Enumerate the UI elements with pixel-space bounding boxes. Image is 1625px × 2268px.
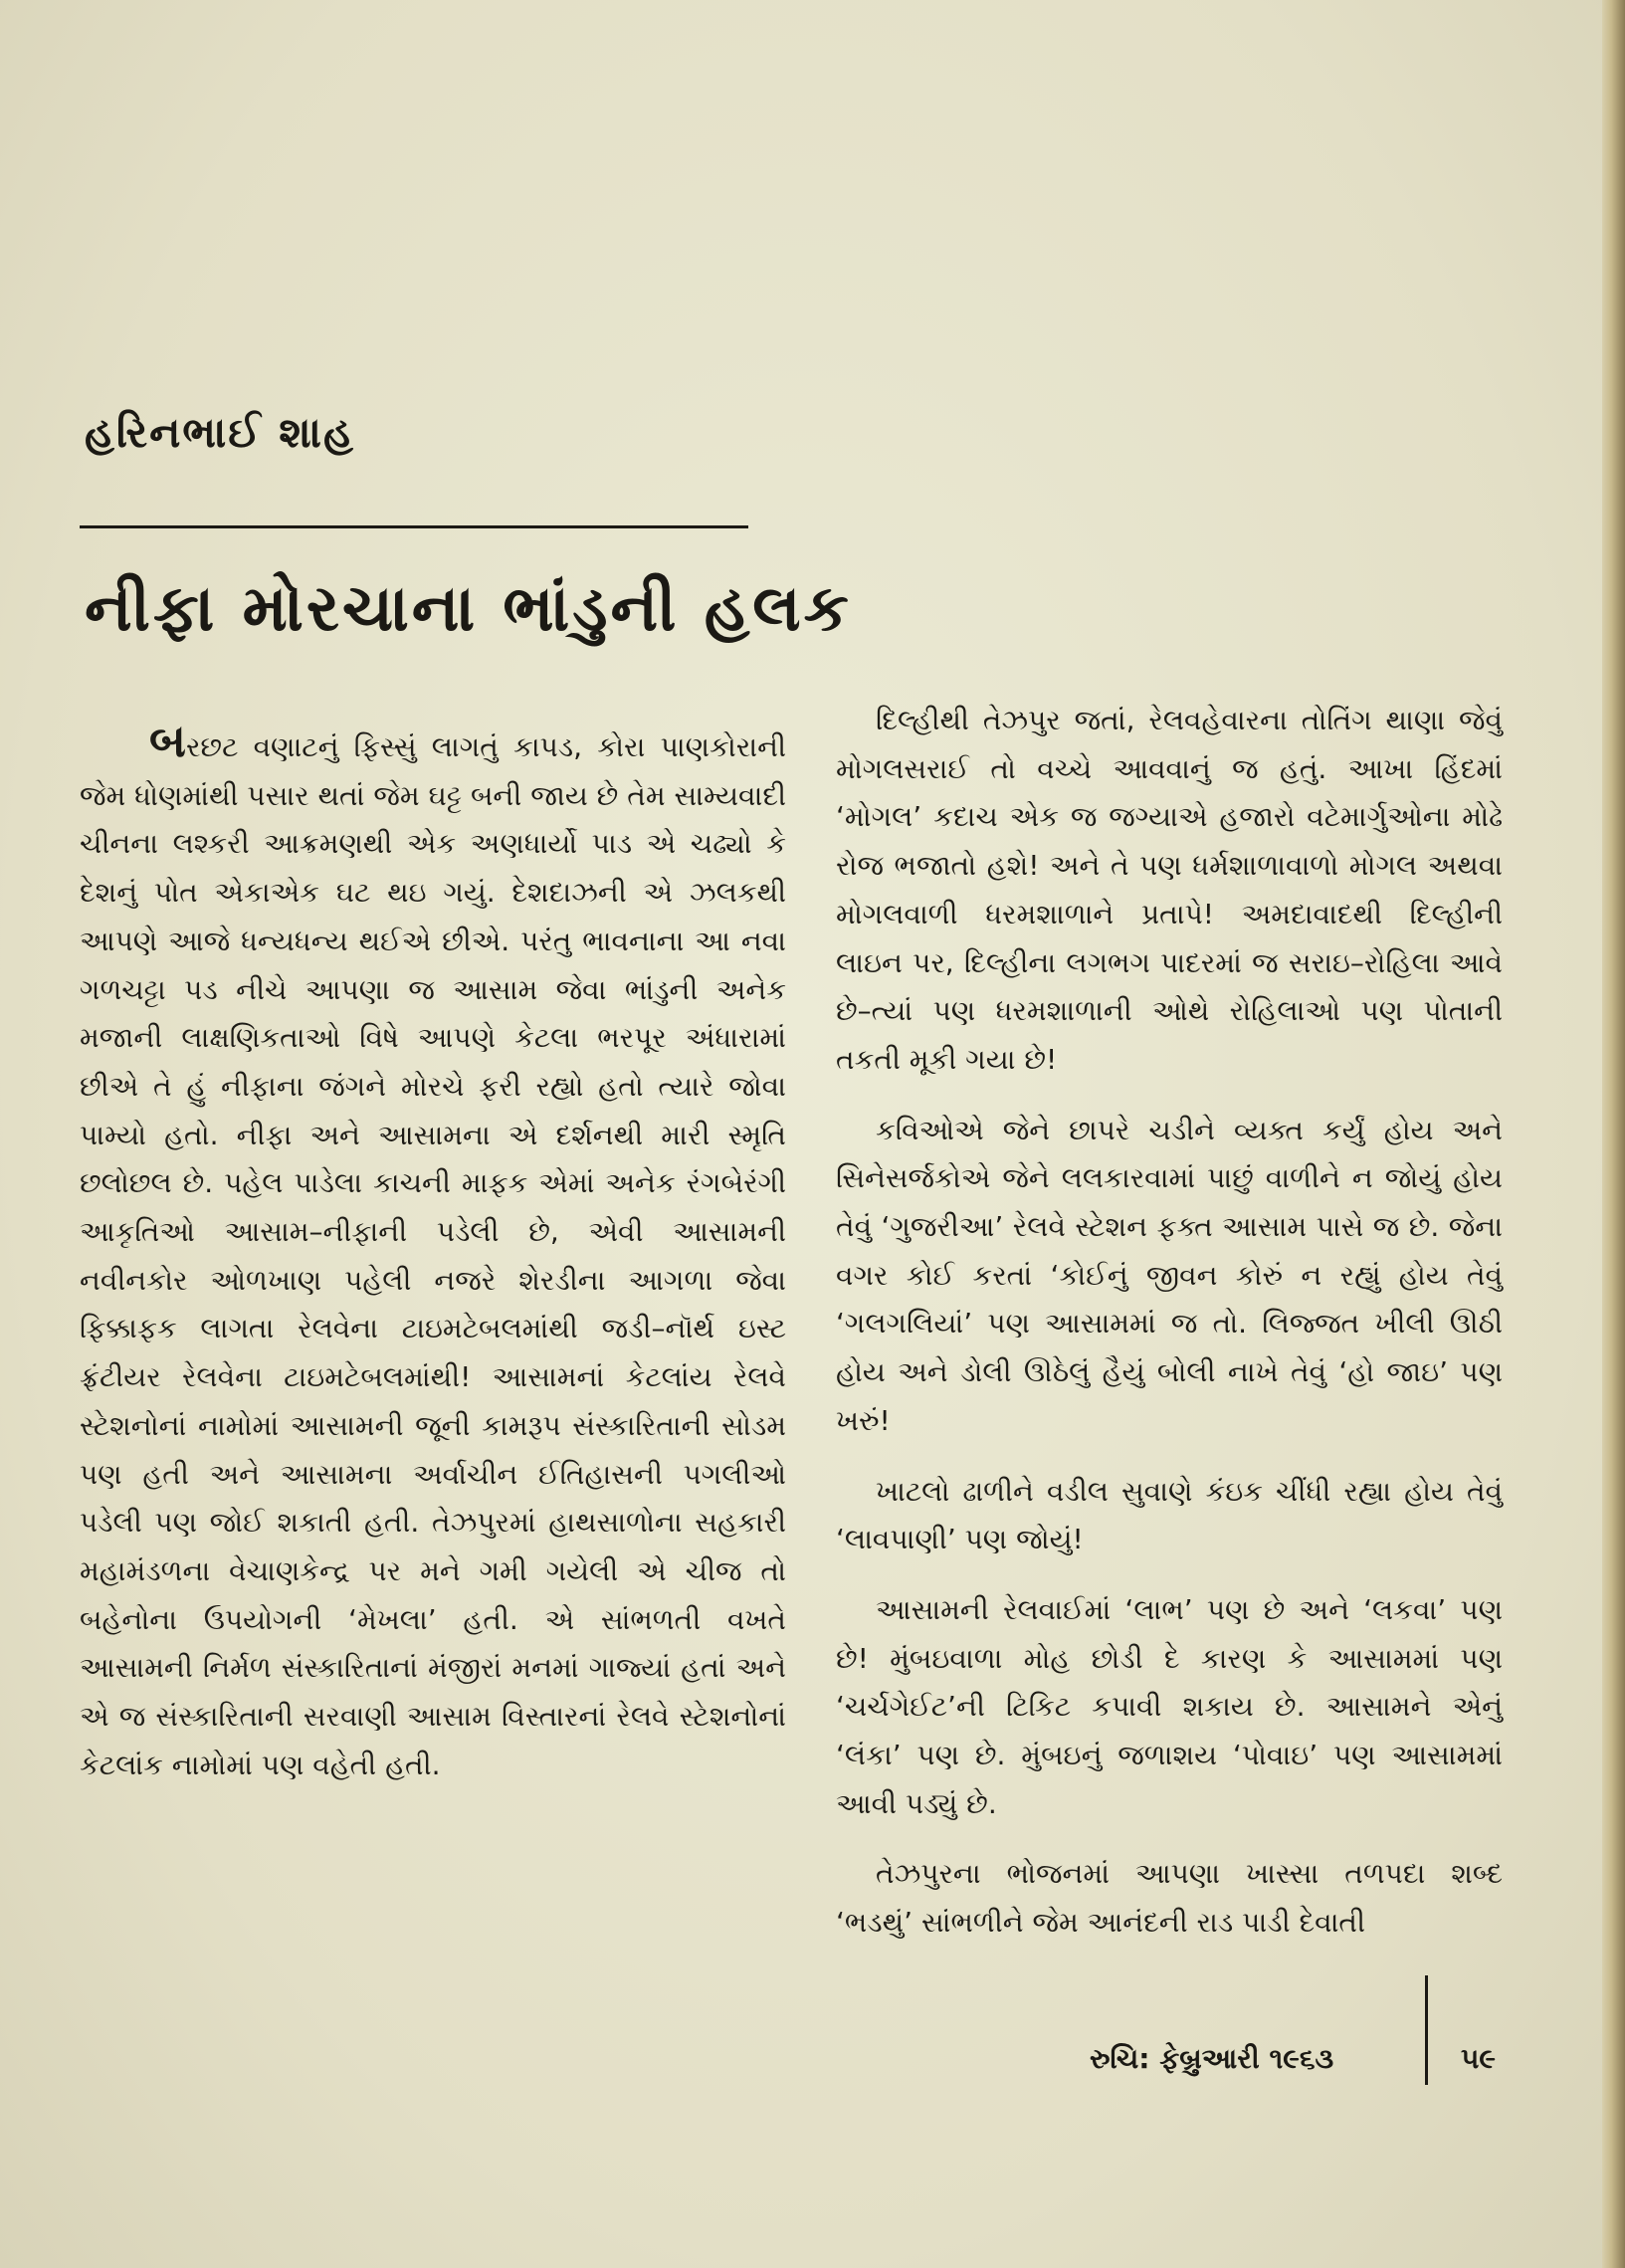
right-paragraph-4: આસામની રેલવાઈમાં ‘લાભ’ પણ છે અને ‘લકવા’ પણ છે! મુંબઇવાળા મોહ છોડી દે કારણ કે આસામમાં પણ ‘ચર્ચગેઈટ’ની ટિકિટ કપાવી શકાય છે. આસામને એનું ‘લંકા’ પણ છે. મુંબઇનું જળાશય ‘પોવાઇ’ પણ આસામમાં આવી પડ્યું છે.: [836, 1592, 1503, 1820]
book-spine-edge: [1602, 0, 1625, 2268]
footer-journal: રુચિ: ફેબ્રુઆરી ૧૯૬૩: [1090, 2042, 1334, 2075]
page-number: ૫૯: [1461, 2042, 1496, 2075]
right-paragraph-5: તેઝપુરના ભોજનમાં આપણા ખાસ્સા તળપદા શબ્દ ‘ભડથું’ સાંભળીને જેમ આનંદની રાડ પાડી દેવાતી: [836, 1857, 1503, 1940]
right-column: [836, 697, 1503, 1969]
right-paragraph-2: કવિઓએ જેને છાપરે ચડીને વ્યક્ત કર્યું હોય અને સિનેસર્જકોએ જેને લલકારવામાં પાછું વાળીને ન જોયું હોય તેવું ‘ગુજરીઆ’ રેલવે સ્ટેશન ફક્ત આસામ પાસે જ છે. જેના વગર કોઈ કરતાં ‘કોઈનું જીવન કોરું ન રહ્યું હોય તેવું ‘ગલગલિયાં’ પણ આસામમાં જ તો. લિજ્જત ખીલી ઊઠી હોય અને ડોલી ઊઠેલું હૈયું બોલી નાખે તેવું ‘હો જાઇ’ પણ ખરું!: [836, 1113, 1503, 1437]
left-column: [80, 714, 786, 1789]
right-paragraph-1: દિલ્હીથી તેઝપુર જતાં, રેલવહેવારના તોતિંગ થાણા જેવું મોગલસરાઈ તો વચ્ચે આવવાનું જ હતું. આખા હિંદમાં ‘મોગલ’ કદાચ એક જ જગ્યાએ હજારો વટેમાર્ગુઓના મોઢે રોજ ભજાતો હશે! અને તે પણ ધર્મશાળાવાળો મોગલ અથવા મોગલવાળી ધરમશાળાને પ્રતાપે! અમદાવાદથી દિલ્હીની લાઇન પર, દિલ્હીના લગભગ પાદરમાં જ સરાઇ–રોહિલા આવે છે–ત્યાં પણ ધરમશાળાની ઓથે રોહિલાઓ પણ પોતાની તકતી મૂકી ગયા છે!: [836, 704, 1503, 1076]
author-name: હરિનભાઈ શાહ: [85, 408, 355, 457]
title-rule: [80, 525, 748, 528]
right-paragraph-3: ખાટલો ઢાળીને વડીલ સુવાણે કંઇક ચીંધી રહ્યા હોય તેવું ‘લાવપાણી’ પણ જોયું!: [836, 1474, 1503, 1556]
left-paragraph: [80, 714, 786, 1789]
article-title: નીફા મોરચાના ભાંડુની હલક: [85, 572, 852, 646]
footer-divider: [1425, 1975, 1428, 2085]
left-paragraph-text: રછટ વણાટનું ફિસ્સું લાગતું કાપડ, કોરા પાણકોરાની જેમ ધોણમાંથી પસાર થતાં જેમ ઘટ્ટ બની જાય છે તેમ સામ્યવાદી ચીનના લશ્કરી આક્રમણથી એક અણધાર્યો પાડ એ ચઢ્યો કે દેશનું પોત એકાએક ઘટ થઇ ગયું. દેશદાઝની એ ઝલકથી આપણે આજે ધન્યધન્ય થઈએ છીએ. પરંતુ ભાવનાના આ નવા ગળચટ્ટા પડ નીચે આપણા જ આસામ જેવા ભાંડુની અનેક મજાની લાક્ષણિકતાઓ વિષે આપણે કેટલા ભરપૂર અંધારામાં છીએ તે હું નીફાના જંગને મોરચે ફરી રહ્યો હતો ત્યારે જોવા પામ્યો હતો. નીફા અને આસામના એ દર્શનથી મારી સ્મૃતિ છલોછલ છે. પહેલ પાડેલા કાચની માફક એમાં અનેક રંગબેરંગી આકૃતિઓ આસામ–નીફાની પડેલી છે, એવી આસામની નવીનકોર ઓળખાણ પહેલી નજરે શેરડીના આગળા જેવા ફિક્કાફક લાગતા રેલવેના ટાઇમટેબલમાંથી જડી–નૉર્થ ઇસ્ટ ફ્રંટીયર રેલવેના ટાઇમટેબલમાંથી! આસામનાં કેટલાંય રેલવે સ્ટેશનોનાં નામોમાં આસામની જૂની કામરૂપ સંસ્કારિતાની સોડમ પણ હતી અને આસામના અર્વાચીન ઈતિહાસની પગલીઓ પડેલી પણ જોઈ શકાતી હતી. તેઝપુરમાં હાથસાળોના સહકારી મહામંડળના વેચાણકેન્દ્ર પર મને ગમી ગયેલી એ ચીજ તો બહેનોના ઉપયોગની ‘મેખલા’ હતી. એ સાંભળતી વખતે આસામની નિર્મળ સંસ્કારિતાનાં મંજીરાં મનમાં ગાજ્યાં હતાં અને એ જ સંસ્કારિતાની સરવાણી આસામ વિસ્તારનાં રેલવે સ્ટેશનોનાં કેટલાંક નામોમાં પણ વહેતી હતી.: [80, 730, 786, 1781]
drop-cap: બ: [149, 714, 186, 767]
